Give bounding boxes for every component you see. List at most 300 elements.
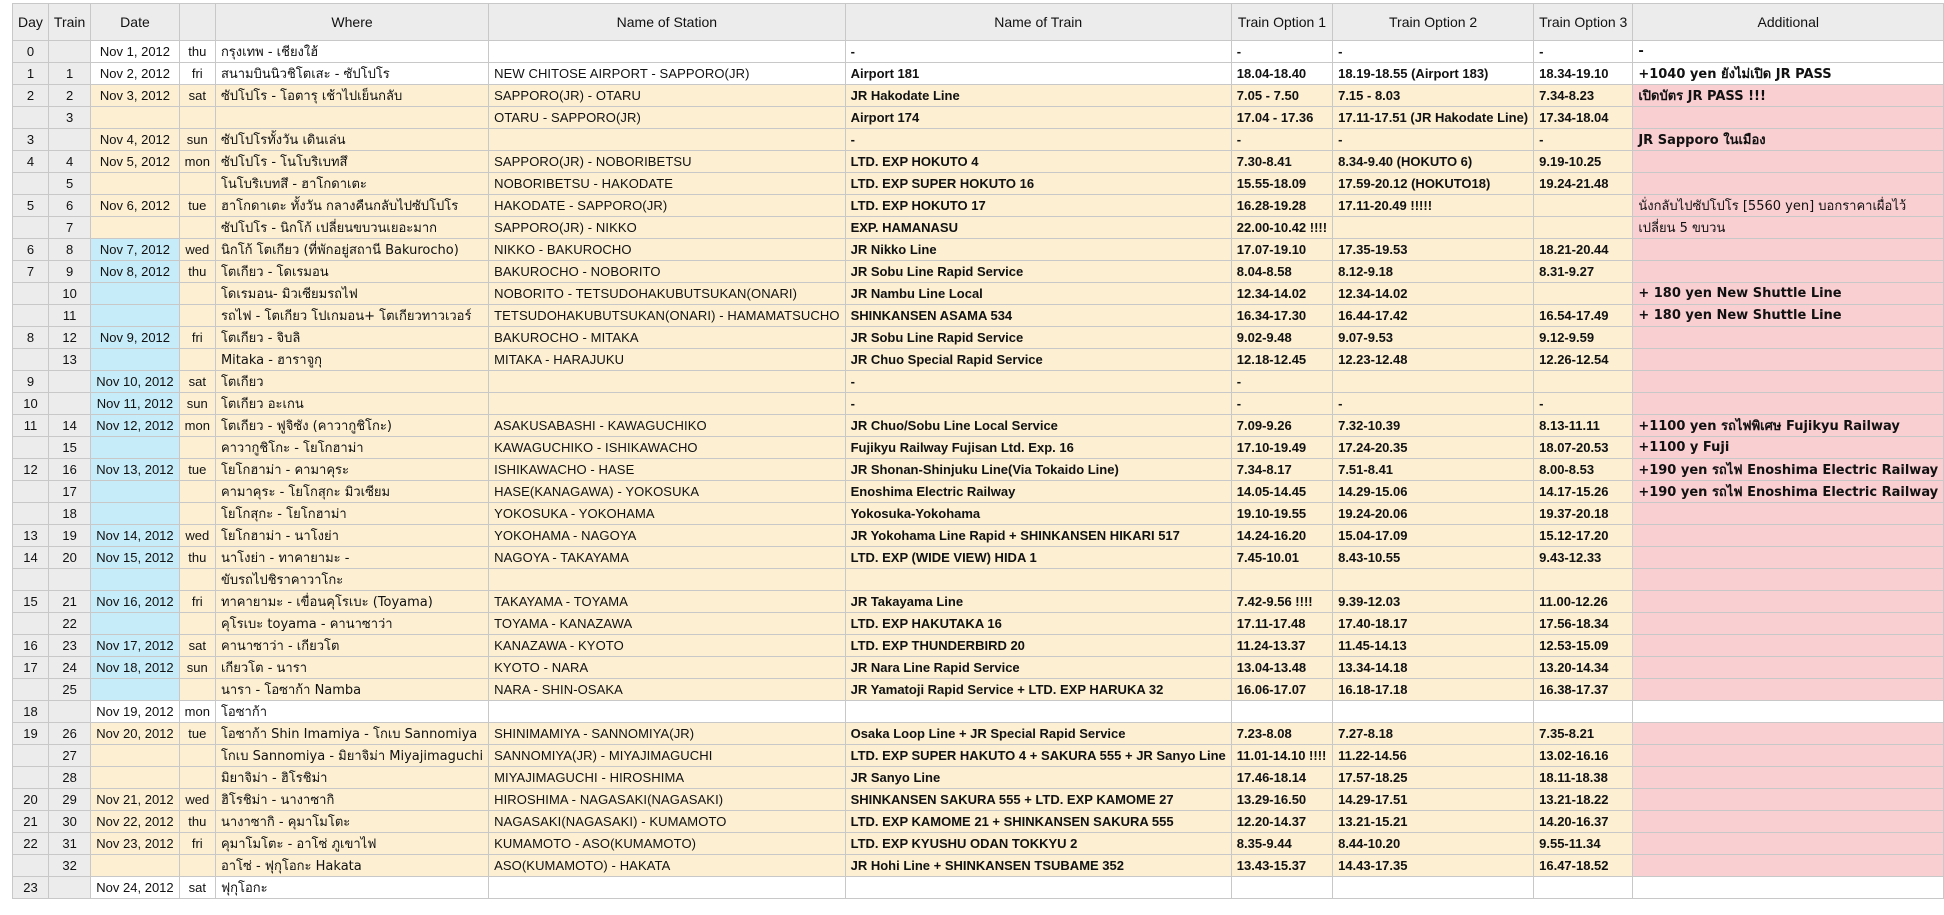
cell-date[interactable]: Nov 13, 2012: [91, 459, 179, 481]
cell-where[interactable]: โตเกียว: [215, 371, 488, 393]
cell-option-1[interactable]: 18.04-18.40: [1231, 63, 1332, 85]
cell-option-2[interactable]: 17.24-20.35: [1333, 437, 1534, 459]
header-where[interactable]: Where: [215, 4, 488, 41]
cell-station[interactable]: TETSUDOHAKUBUTSUKAN(ONARI) - HAMAMATSUCHO: [489, 305, 845, 327]
cell-day-of-week[interactable]: [179, 349, 215, 371]
cell-where[interactable]: ซัปโปโร - นิกโก้ เปลี่ยนขบวนเยอะมาก: [215, 217, 488, 239]
cell-train[interactable]: 22: [48, 613, 90, 635]
cell-additional[interactable]: [1633, 393, 1944, 415]
cell-train[interactable]: 18: [48, 503, 90, 525]
cell-option-1[interactable]: -: [1231, 393, 1332, 415]
cell-day[interactable]: 12: [13, 459, 49, 481]
cell-day-of-week[interactable]: fri: [179, 833, 215, 855]
cell-where[interactable]: โยโกสุกะ - โยโกฮาม่า: [215, 503, 488, 525]
cell-option-1[interactable]: 12.34-14.02: [1231, 283, 1332, 305]
cell-option-1[interactable]: 8.35-9.44: [1231, 833, 1332, 855]
cell-train-name[interactable]: LTD. EXP SUPER HOKUTO 16: [845, 173, 1231, 195]
cell-where[interactable]: ทาคายามะ - เขื่อนคุโรเบะ (Toyama): [215, 591, 488, 613]
cell-additional[interactable]: [1633, 173, 1944, 195]
cell-day[interactable]: 16: [13, 635, 49, 657]
cell-where[interactable]: ขับรถไปชิราคาวาโกะ: [215, 569, 488, 591]
cell-option-3[interactable]: [1534, 701, 1633, 723]
cell-station[interactable]: BAKUROCHO - NOBORITO: [489, 261, 845, 283]
cell-date[interactable]: [91, 569, 179, 591]
cell-option-3[interactable]: 9.55-11.34: [1534, 833, 1633, 855]
cell-option-2[interactable]: 18.19-18.55 (Airport 183): [1333, 63, 1534, 85]
cell-station[interactable]: SAPPORO(JR) - NOBORIBETSU: [489, 151, 845, 173]
cell-additional[interactable]: [1633, 591, 1944, 613]
cell-station[interactable]: TAKAYAMA - TOYAMA: [489, 591, 845, 613]
cell-option-3[interactable]: 13.02-16.16: [1534, 745, 1633, 767]
cell-option-1[interactable]: 7.05 - 7.50: [1231, 85, 1332, 107]
cell-day[interactable]: 15: [13, 591, 49, 613]
cell-station[interactable]: [489, 371, 845, 393]
cell-date[interactable]: Nov 22, 2012: [91, 811, 179, 833]
cell-station[interactable]: HAKODATE - SAPPORO(JR): [489, 195, 845, 217]
cell-option-1[interactable]: 15.55-18.09: [1231, 173, 1332, 195]
cell-where[interactable]: ซัปโปโร - โอตารุ เช้าไปเย็นกลับ: [215, 85, 488, 107]
header-option-2[interactable]: Train Option 2: [1333, 4, 1534, 41]
cell-option-3[interactable]: 7.34-8.23: [1534, 85, 1633, 107]
cell-additional[interactable]: [1633, 679, 1944, 701]
header-train[interactable]: Train: [48, 4, 90, 41]
cell-train-name[interactable]: -: [845, 129, 1231, 151]
cell-where[interactable]: มิยาจิม่า - ฮิโรชิม่า: [215, 767, 488, 789]
cell-train[interactable]: 2: [48, 85, 90, 107]
cell-where[interactable]: อาโซ่ - ฟุกุโอกะ Hakata: [215, 855, 488, 877]
cell-additional[interactable]: [1633, 239, 1944, 261]
cell-train[interactable]: 1: [48, 63, 90, 85]
cell-day-of-week[interactable]: [179, 503, 215, 525]
cell-train-name[interactable]: JR Takayama Line: [845, 591, 1231, 613]
cell-option-1[interactable]: 17.10-19.49: [1231, 437, 1332, 459]
cell-station[interactable]: [489, 701, 845, 723]
cell-day[interactable]: 6: [13, 239, 49, 261]
cell-where[interactable]: โยโกฮาม่า - นาโงย่า: [215, 525, 488, 547]
cell-date[interactable]: [91, 173, 179, 195]
cell-date[interactable]: Nov 2, 2012: [91, 63, 179, 85]
cell-option-3[interactable]: 19.24-21.48: [1534, 173, 1633, 195]
cell-day-of-week[interactable]: wed: [179, 789, 215, 811]
cell-station[interactable]: ASAKUSABASHI - KAWAGUCHIKO: [489, 415, 845, 437]
cell-train-name[interactable]: LTD. EXP KYUSHU ODAN TOKKYU 2: [845, 833, 1231, 855]
cell-where[interactable]: คาวากูชิโกะ - โยโกฮาม่า: [215, 437, 488, 459]
cell-day-of-week[interactable]: mon: [179, 151, 215, 173]
cell-day-of-week[interactable]: tue: [179, 459, 215, 481]
cell-option-3[interactable]: 13.21-18.22: [1534, 789, 1633, 811]
cell-day-of-week[interactable]: [179, 173, 215, 195]
cell-day[interactable]: 20: [13, 789, 49, 811]
cell-station[interactable]: SANNOMIYA(JR) - MIYAJIMAGUCHI: [489, 745, 845, 767]
cell-train[interactable]: 25: [48, 679, 90, 701]
cell-date[interactable]: Nov 18, 2012: [91, 657, 179, 679]
cell-day-of-week[interactable]: [179, 613, 215, 635]
cell-where[interactable]: สนามบินนิวชิโตเสะ - ซัปโปโร: [215, 63, 488, 85]
cell-train[interactable]: 32: [48, 855, 90, 877]
cell-option-3[interactable]: -: [1534, 41, 1633, 63]
cell-additional[interactable]: [1633, 613, 1944, 635]
cell-option-1[interactable]: 7.42-9.56 !!!!: [1231, 591, 1332, 613]
cell-date[interactable]: [91, 481, 179, 503]
cell-option-2[interactable]: 12.34-14.02: [1333, 283, 1534, 305]
cell-option-3[interactable]: 15.12-17.20: [1534, 525, 1633, 547]
cell-train[interactable]: 9: [48, 261, 90, 283]
cell-option-2[interactable]: 11.22-14.56: [1333, 745, 1534, 767]
cell-date[interactable]: Nov 4, 2012: [91, 129, 179, 151]
cell-train-name[interactable]: SHINKANSEN ASAMA 534: [845, 305, 1231, 327]
cell-date[interactable]: Nov 3, 2012: [91, 85, 179, 107]
cell-option-3[interactable]: [1534, 283, 1633, 305]
cell-day-of-week[interactable]: thu: [179, 41, 215, 63]
cell-train-name[interactable]: JR Nara Line Rapid Service: [845, 657, 1231, 679]
cell-day[interactable]: 7: [13, 261, 49, 283]
cell-additional[interactable]: [1633, 151, 1944, 173]
cell-train[interactable]: [48, 877, 90, 899]
cell-where[interactable]: คุมาโมโตะ - อาโซ่ ภูเขาไฟ: [215, 833, 488, 855]
cell-train[interactable]: 11: [48, 305, 90, 327]
cell-option-3[interactable]: 18.34-19.10: [1534, 63, 1633, 85]
cell-train[interactable]: 5: [48, 173, 90, 195]
cell-station[interactable]: OTARU - SAPPORO(JR): [489, 107, 845, 129]
cell-train-name[interactable]: LTD. EXP THUNDERBIRD 20: [845, 635, 1231, 657]
cell-option-3[interactable]: 8.31-9.27: [1534, 261, 1633, 283]
cell-train-name[interactable]: JR Sanyo Line: [845, 767, 1231, 789]
cell-option-2[interactable]: [1333, 371, 1534, 393]
cell-where[interactable]: คานาซาว่า - เกียวโต: [215, 635, 488, 657]
cell-train-name[interactable]: JR Sobu Line Rapid Service: [845, 261, 1231, 283]
cell-option-3[interactable]: [1534, 371, 1633, 393]
cell-option-2[interactable]: 14.29-17.51: [1333, 789, 1534, 811]
cell-additional[interactable]: [1633, 547, 1944, 569]
cell-option-2[interactable]: [1333, 217, 1534, 239]
cell-additional[interactable]: [1633, 877, 1944, 899]
cell-day[interactable]: 11: [13, 415, 49, 437]
cell-option-1[interactable]: 22.00-10.42 !!!!: [1231, 217, 1332, 239]
cell-additional[interactable]: -: [1633, 41, 1944, 63]
cell-option-2[interactable]: 13.34-14.18: [1333, 657, 1534, 679]
cell-date[interactable]: [91, 349, 179, 371]
cell-where[interactable]: ซัปโปโร - โนโบริเบทสึ: [215, 151, 488, 173]
cell-additional[interactable]: [1633, 635, 1944, 657]
cell-day[interactable]: [13, 855, 49, 877]
cell-option-3[interactable]: -: [1534, 129, 1633, 151]
cell-train[interactable]: [48, 393, 90, 415]
cell-date[interactable]: [91, 503, 179, 525]
cell-where[interactable]: เกียวโต - นารา: [215, 657, 488, 679]
cell-additional[interactable]: [1633, 327, 1944, 349]
cell-option-2[interactable]: 13.21-15.21: [1333, 811, 1534, 833]
cell-option-1[interactable]: [1231, 569, 1332, 591]
cell-additional[interactable]: +190 yen รถไฟ Enoshima Electric Railway: [1633, 481, 1944, 503]
cell-day[interactable]: [13, 613, 49, 635]
cell-day[interactable]: 2: [13, 85, 49, 107]
cell-option-3[interactable]: [1534, 569, 1633, 591]
cell-where[interactable]: ฮาโกดาเตะ ทั้งวัน กลางคืนกลับไปซัปโปโร: [215, 195, 488, 217]
cell-day-of-week[interactable]: tue: [179, 195, 215, 217]
cell-option-1[interactable]: 17.07-19.10: [1231, 239, 1332, 261]
cell-train[interactable]: 13: [48, 349, 90, 371]
cell-where[interactable]: คามาคุระ - โยโกสุกะ มิวเซียม: [215, 481, 488, 503]
cell-day[interactable]: [13, 349, 49, 371]
cell-date[interactable]: Nov 14, 2012: [91, 525, 179, 547]
cell-train-name[interactable]: LTD. EXP KAMOME 21 + SHINKANSEN SAKURA 555: [845, 811, 1231, 833]
cell-option-1[interactable]: 17.11-17.48: [1231, 613, 1332, 635]
cell-additional[interactable]: นั่งกลับไปซัปโปโร [5560 yen] บอกราคาเผื่อไว้: [1633, 195, 1944, 217]
cell-date[interactable]: Nov 11, 2012: [91, 393, 179, 415]
cell-option-3[interactable]: 16.47-18.52: [1534, 855, 1633, 877]
cell-station[interactable]: YOKOHAMA - NAGOYA: [489, 525, 845, 547]
cell-day[interactable]: 0: [13, 41, 49, 63]
cell-station[interactable]: TOYAMA - KANAZAWA: [489, 613, 845, 635]
cell-option-1[interactable]: -: [1231, 41, 1332, 63]
cell-station[interactable]: KYOTO - NARA: [489, 657, 845, 679]
cell-train-name[interactable]: Osaka Loop Line + JR Special Rapid Service: [845, 723, 1231, 745]
cell-additional[interactable]: + 180 yen New Shuttle Line: [1633, 283, 1944, 305]
cell-where[interactable]: นางาซากิ - คุมาโมโตะ: [215, 811, 488, 833]
cell-train-name[interactable]: [845, 877, 1231, 899]
cell-train-name[interactable]: LTD. EXP HAKUTAKA 16: [845, 613, 1231, 635]
cell-additional[interactable]: [1633, 657, 1944, 679]
cell-where[interactable]: โตเกียว - ฟูจิซัง (คาวากูชิโกะ): [215, 415, 488, 437]
cell-train-name[interactable]: JR Hakodate Line: [845, 85, 1231, 107]
header-dow[interactable]: [179, 4, 215, 41]
cell-option-2[interactable]: -: [1333, 41, 1534, 63]
cell-option-2[interactable]: -: [1333, 393, 1534, 415]
cell-day-of-week[interactable]: [179, 107, 215, 129]
cell-day[interactable]: [13, 437, 49, 459]
cell-train[interactable]: 21: [48, 591, 90, 613]
cell-day[interactable]: [13, 679, 49, 701]
cell-additional[interactable]: เปิดบัตร JR PASS !!!: [1633, 85, 1944, 107]
cell-train-name[interactable]: -: [845, 41, 1231, 63]
cell-station[interactable]: ISHIKAWACHO - HASE: [489, 459, 845, 481]
cell-where[interactable]: Mitaka - ฮาราจูกุ: [215, 349, 488, 371]
cell-option-1[interactable]: 16.06-17.07: [1231, 679, 1332, 701]
cell-train[interactable]: 19: [48, 525, 90, 547]
cell-date[interactable]: Nov 1, 2012: [91, 41, 179, 63]
cell-option-1[interactable]: 16.34-17.30: [1231, 305, 1332, 327]
cell-station[interactable]: [489, 877, 845, 899]
cell-train-name[interactable]: JR Nambu Line Local: [845, 283, 1231, 305]
cell-option-2[interactable]: 14.29-15.06: [1333, 481, 1534, 503]
cell-train-name[interactable]: [845, 701, 1231, 723]
cell-option-1[interactable]: 13.29-16.50: [1231, 789, 1332, 811]
cell-option-2[interactable]: 17.59-20.12 (HOKUTO18): [1333, 173, 1534, 195]
cell-train[interactable]: 12: [48, 327, 90, 349]
cell-train[interactable]: [48, 129, 90, 151]
cell-day-of-week[interactable]: sun: [179, 129, 215, 151]
cell-date[interactable]: Nov 20, 2012: [91, 723, 179, 745]
cell-station[interactable]: NARA - SHIN-OSAKA: [489, 679, 845, 701]
cell-option-2[interactable]: 16.18-17.18: [1333, 679, 1534, 701]
cell-train-name[interactable]: JR Nikko Line: [845, 239, 1231, 261]
cell-option-3[interactable]: 18.07-20.53: [1534, 437, 1633, 459]
header-train-name[interactable]: Name of Train: [845, 4, 1231, 41]
cell-station[interactable]: NEW CHITOSE AIRPORT - SAPPORO(JR): [489, 63, 845, 85]
header-option-1[interactable]: Train Option 1: [1231, 4, 1332, 41]
cell-option-1[interactable]: 17.46-18.14: [1231, 767, 1332, 789]
cell-train-name[interactable]: JR Shonan-Shinjuku Line(Via Tokaido Line): [845, 459, 1231, 481]
header-option-3[interactable]: Train Option 3: [1534, 4, 1633, 41]
cell-option-2[interactable]: 8.43-10.55: [1333, 547, 1534, 569]
cell-option-2[interactable]: [1333, 701, 1534, 723]
cell-option-1[interactable]: 14.05-14.45: [1231, 481, 1332, 503]
cell-train-name[interactable]: LTD. EXP HOKUTO 17: [845, 195, 1231, 217]
cell-station[interactable]: NAGASAKI(NAGASAKI) - KUMAMOTO: [489, 811, 845, 833]
cell-where[interactable]: กรุงเทพ - เชียงใฮ้: [215, 41, 488, 63]
cell-option-1[interactable]: 17.04 - 17.36: [1231, 107, 1332, 129]
cell-train-name[interactable]: JR Chuo Special Rapid Service: [845, 349, 1231, 371]
cell-additional[interactable]: เปลี่ยน 5 ขบวน: [1633, 217, 1944, 239]
cell-option-1[interactable]: 11.24-13.37: [1231, 635, 1332, 657]
cell-date[interactable]: Nov 7, 2012: [91, 239, 179, 261]
cell-train-name[interactable]: Airport 174: [845, 107, 1231, 129]
cell-where[interactable]: โตเกียว อะเกน: [215, 393, 488, 415]
cell-date[interactable]: Nov 8, 2012: [91, 261, 179, 283]
cell-option-3[interactable]: 17.34-18.04: [1534, 107, 1633, 129]
cell-additional[interactable]: [1633, 701, 1944, 723]
cell-option-3[interactable]: 14.20-16.37: [1534, 811, 1633, 833]
cell-where[interactable]: โกเบ Sannomiya - มิยาจิม่า Miyajimaguchi: [215, 745, 488, 767]
cell-train[interactable]: 23: [48, 635, 90, 657]
cell-train-name[interactable]: LTD. EXP SUPER HAKUTO 4 + SAKURA 555 + JR Sanyo Line: [845, 745, 1231, 767]
cell-date[interactable]: Nov 17, 2012: [91, 635, 179, 657]
cell-date[interactable]: [91, 107, 179, 129]
cell-where[interactable]: ฟุกุโอกะ: [215, 877, 488, 899]
cell-day-of-week[interactable]: [179, 305, 215, 327]
cell-option-2[interactable]: 17.11-20.49 !!!!!: [1333, 195, 1534, 217]
cell-day[interactable]: 17: [13, 657, 49, 679]
cell-option-1[interactable]: 12.18-12.45: [1231, 349, 1332, 371]
cell-option-1[interactable]: -: [1231, 371, 1332, 393]
cell-option-2[interactable]: 17.57-18.25: [1333, 767, 1534, 789]
cell-train[interactable]: 28: [48, 767, 90, 789]
cell-option-2[interactable]: 7.32-10.39: [1333, 415, 1534, 437]
cell-option-1[interactable]: 9.02-9.48: [1231, 327, 1332, 349]
cell-option-1[interactable]: 7.23-8.08: [1231, 723, 1332, 745]
cell-train-name[interactable]: Enoshima Electric Railway: [845, 481, 1231, 503]
cell-day-of-week[interactable]: [179, 437, 215, 459]
cell-day-of-week[interactable]: sat: [179, 877, 215, 899]
cell-train[interactable]: 3: [48, 107, 90, 129]
cell-day[interactable]: 4: [13, 151, 49, 173]
cell-station[interactable]: [489, 41, 845, 63]
cell-option-1[interactable]: -: [1231, 129, 1332, 151]
cell-additional[interactable]: [1633, 349, 1944, 371]
cell-where[interactable]: โอซาก้า Shin Imamiya - โกเบ Sannomiya: [215, 723, 488, 745]
cell-additional[interactable]: [1633, 371, 1944, 393]
cell-day[interactable]: 1: [13, 63, 49, 85]
cell-day-of-week[interactable]: mon: [179, 415, 215, 437]
cell-option-3[interactable]: 7.35-8.21: [1534, 723, 1633, 745]
cell-day-of-week[interactable]: [179, 217, 215, 239]
cell-option-3[interactable]: 18.11-18.38: [1534, 767, 1633, 789]
cell-additional[interactable]: +1100 yen รถไฟพิเศษ Fujikyu Railway: [1633, 415, 1944, 437]
cell-option-2[interactable]: 8.34-9.40 (HOKUTO 6): [1333, 151, 1534, 173]
cell-additional[interactable]: JR Sapporo ในเมือง: [1633, 129, 1944, 151]
cell-additional[interactable]: [1633, 745, 1944, 767]
cell-train[interactable]: 27: [48, 745, 90, 767]
cell-train-name[interactable]: [845, 569, 1231, 591]
cell-train[interactable]: 6: [48, 195, 90, 217]
cell-date[interactable]: [91, 613, 179, 635]
cell-train[interactable]: 16: [48, 459, 90, 481]
cell-station[interactable]: HASE(KANAGAWA) - YOKOSUKA: [489, 481, 845, 503]
cell-train-name[interactable]: SHINKANSEN SAKURA 555 + LTD. EXP KAMOME 27: [845, 789, 1231, 811]
cell-day-of-week[interactable]: [179, 679, 215, 701]
cell-where[interactable]: โตเกียว - จิบลิ: [215, 327, 488, 349]
cell-day[interactable]: 18: [13, 701, 49, 723]
cell-station[interactable]: KANAZAWA - KYOTO: [489, 635, 845, 657]
header-additional[interactable]: Additional: [1633, 4, 1944, 41]
cell-option-3[interactable]: 9.43-12.33: [1534, 547, 1633, 569]
cell-station[interactable]: ASO(KUMAMOTO) - HAKATA: [489, 855, 845, 877]
cell-where[interactable]: โตเกียว - โดเรมอน: [215, 261, 488, 283]
cell-station[interactable]: [489, 129, 845, 151]
cell-option-3[interactable]: 16.54-17.49: [1534, 305, 1633, 327]
cell-additional[interactable]: +1100 y Fuji: [1633, 437, 1944, 459]
cell-train[interactable]: 31: [48, 833, 90, 855]
cell-train[interactable]: 30: [48, 811, 90, 833]
cell-option-1[interactable]: 8.04-8.58: [1231, 261, 1332, 283]
cell-day-of-week[interactable]: sat: [179, 85, 215, 107]
cell-date[interactable]: [91, 217, 179, 239]
cell-additional[interactable]: [1633, 811, 1944, 833]
cell-day-of-week[interactable]: fri: [179, 327, 215, 349]
cell-train-name[interactable]: Fujikyu Railway Fujisan Ltd. Exp. 16: [845, 437, 1231, 459]
cell-day[interactable]: 22: [13, 833, 49, 855]
cell-station[interactable]: SHINIMAMIYA - SANNOMIYA(JR): [489, 723, 845, 745]
cell-where[interactable]: โนโบริเบทสึ - ฮาโกดาเตะ: [215, 173, 488, 195]
cell-day[interactable]: 21: [13, 811, 49, 833]
cell-option-3[interactable]: 9.19-10.25: [1534, 151, 1633, 173]
cell-day-of-week[interactable]: [179, 745, 215, 767]
cell-where[interactable]: โอซาก้า: [215, 701, 488, 723]
cell-day[interactable]: 14: [13, 547, 49, 569]
cell-option-2[interactable]: 11.45-14.13: [1333, 635, 1534, 657]
cell-train[interactable]: [48, 371, 90, 393]
cell-option-3[interactable]: 16.38-17.37: [1534, 679, 1633, 701]
cell-additional[interactable]: [1633, 525, 1944, 547]
cell-option-3[interactable]: 13.20-14.34: [1534, 657, 1633, 679]
cell-train[interactable]: 10: [48, 283, 90, 305]
cell-day[interactable]: [13, 217, 49, 239]
cell-train[interactable]: 26: [48, 723, 90, 745]
cell-train-name[interactable]: JR Sobu Line Rapid Service: [845, 327, 1231, 349]
cell-station[interactable]: SAPPORO(JR) - OTARU: [489, 85, 845, 107]
cell-station[interactable]: [489, 569, 845, 591]
cell-date[interactable]: Nov 21, 2012: [91, 789, 179, 811]
cell-day-of-week[interactable]: [179, 283, 215, 305]
cell-station[interactable]: NAGOYA - TAKAYAMA: [489, 547, 845, 569]
cell-option-3[interactable]: [1534, 195, 1633, 217]
cell-train-name[interactable]: EXP. HAMANASU: [845, 217, 1231, 239]
cell-day-of-week[interactable]: [179, 855, 215, 877]
cell-where[interactable]: ซัปโปโรทั้งวัน เดินเล่น: [215, 129, 488, 151]
cell-train[interactable]: [48, 41, 90, 63]
cell-option-1[interactable]: [1231, 701, 1332, 723]
cell-train[interactable]: 8: [48, 239, 90, 261]
cell-option-2[interactable]: 8.12-9.18: [1333, 261, 1534, 283]
header-date[interactable]: Date: [91, 4, 179, 41]
cell-option-2[interactable]: -: [1333, 129, 1534, 151]
cell-where[interactable]: โดเรมอน- มิวเซียมรถไฟ: [215, 283, 488, 305]
cell-date[interactable]: Nov 16, 2012: [91, 591, 179, 613]
cell-day-of-week[interactable]: sun: [179, 657, 215, 679]
cell-option-3[interactable]: 12.53-15.09: [1534, 635, 1633, 657]
cell-additional[interactable]: [1633, 503, 1944, 525]
cell-where[interactable]: นารา - โอซาก้า Namba: [215, 679, 488, 701]
